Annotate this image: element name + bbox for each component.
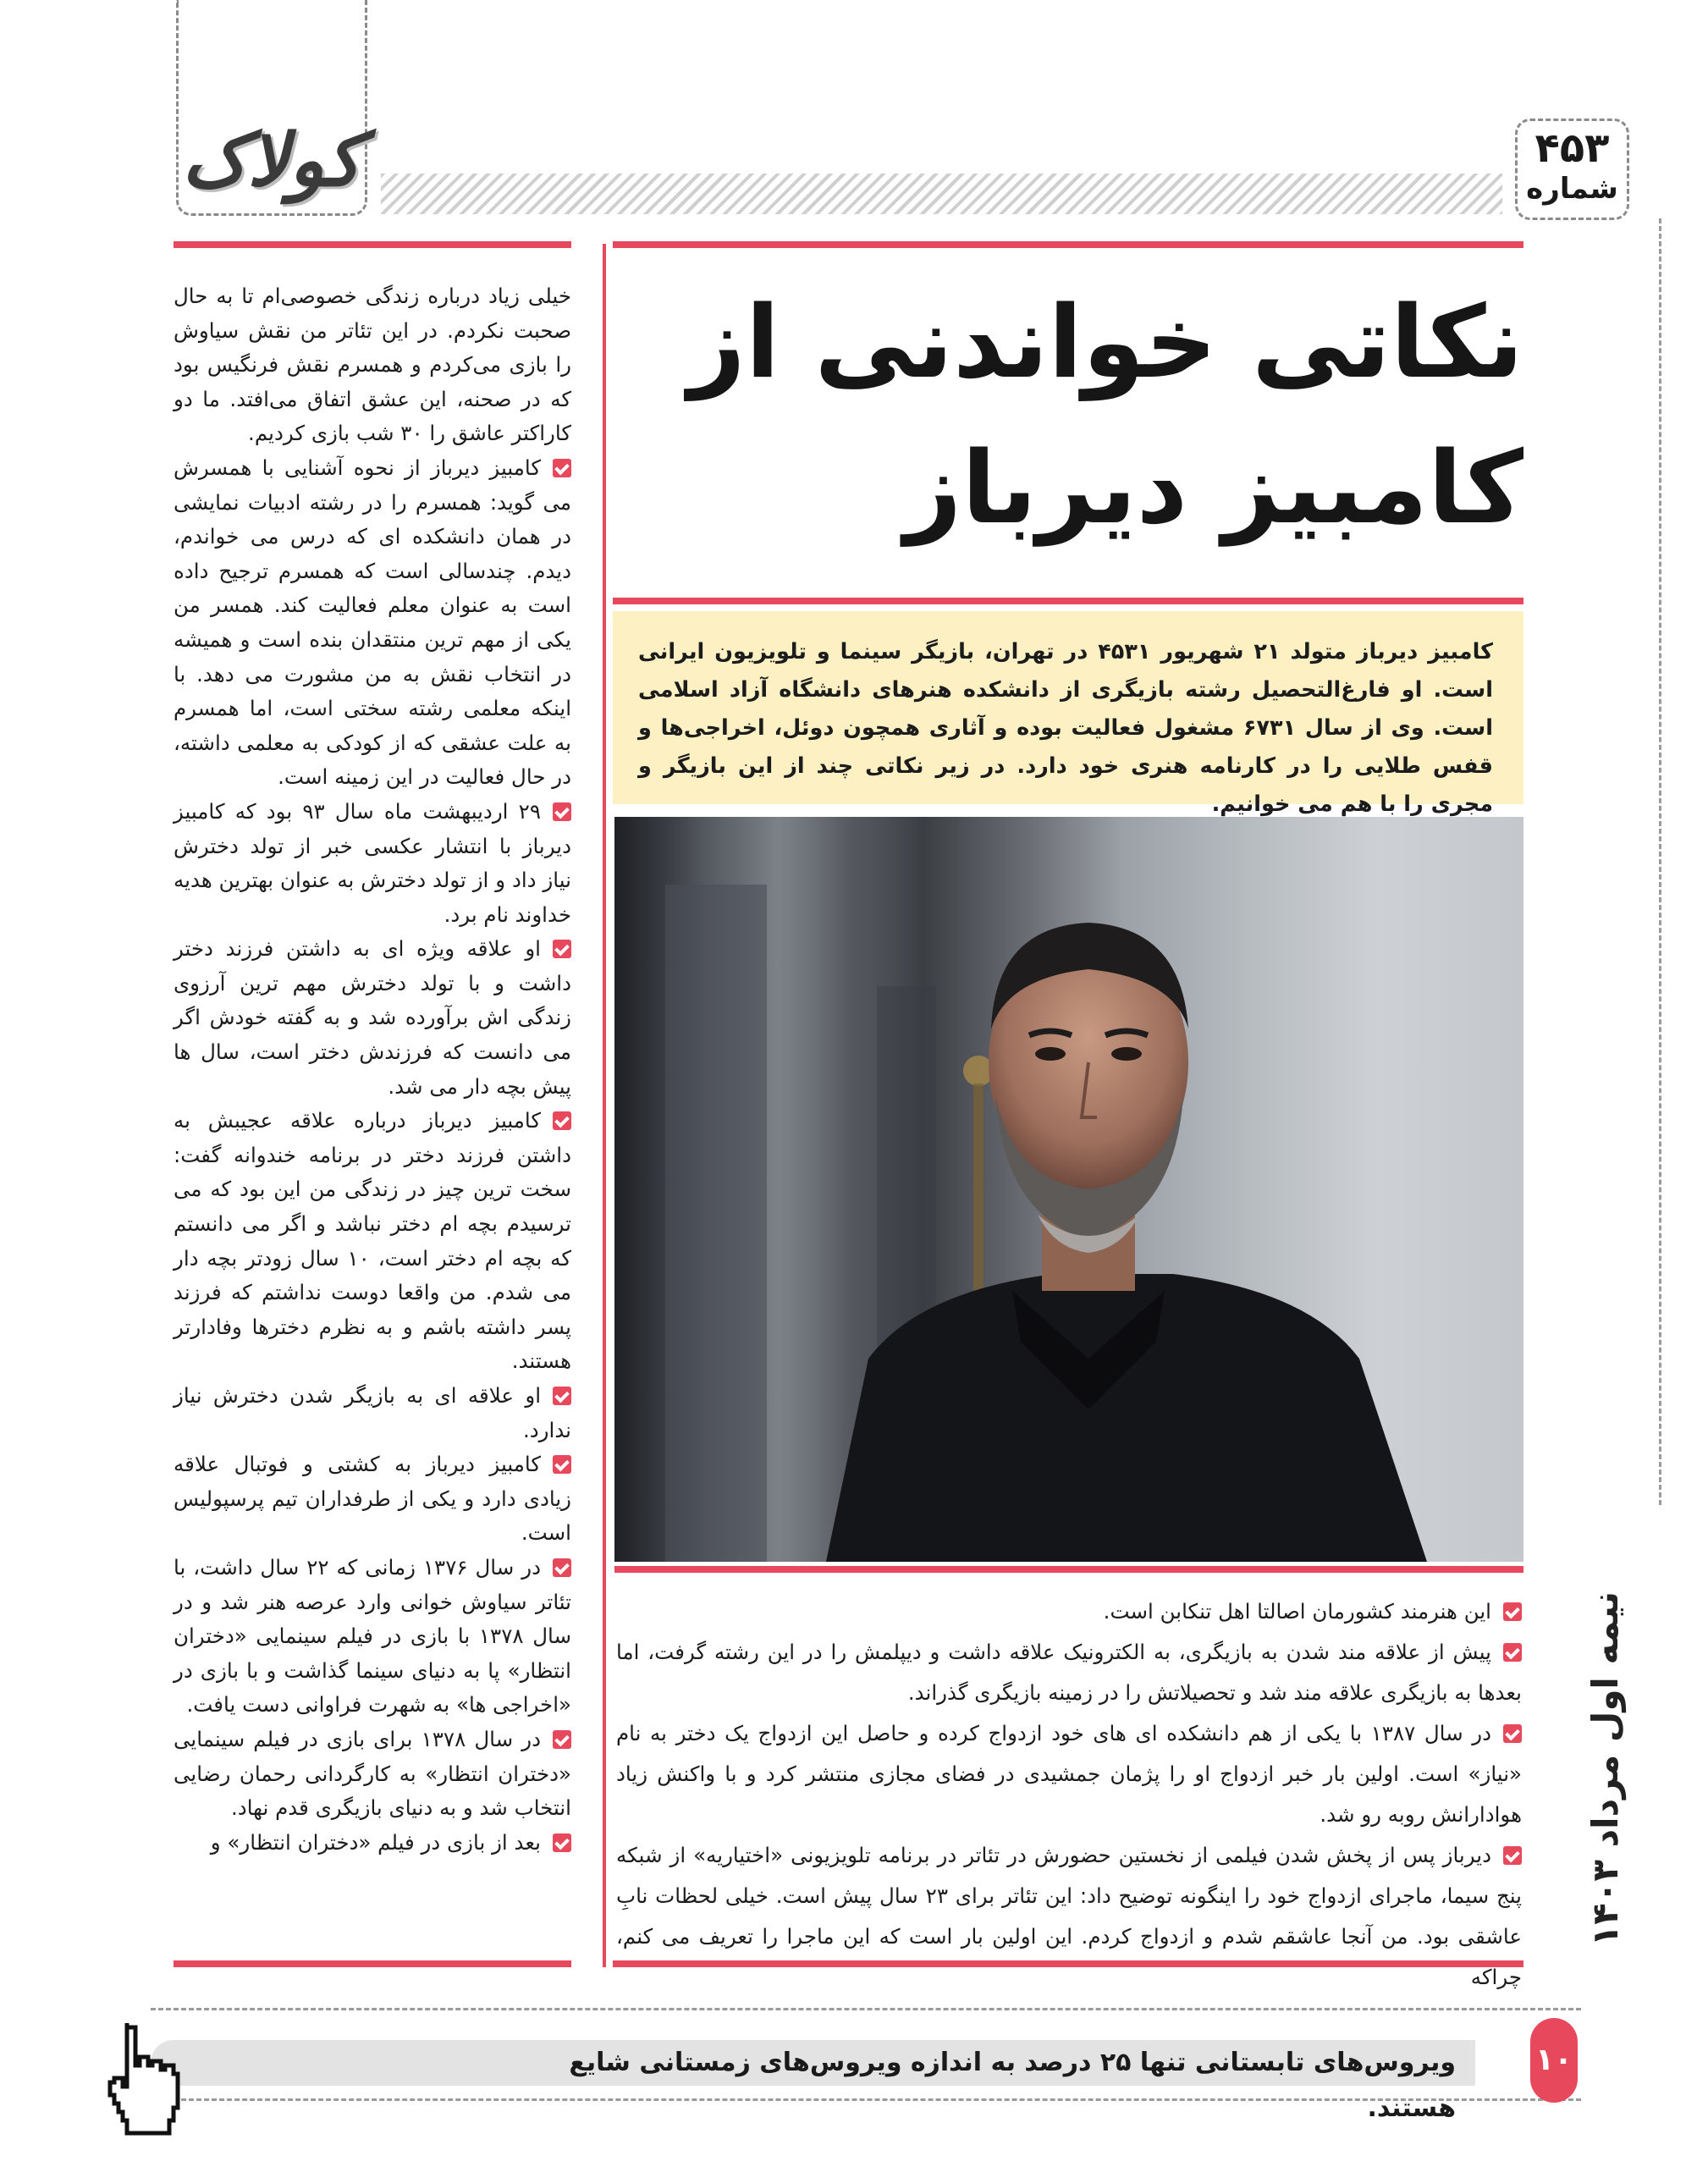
title-line-2: کامبیز دیرباز [904,429,1523,546]
pointer-hand-icon [106,2023,190,2150]
left-text-column [174,279,571,1922]
paragraph: او علاقه ای به بازیگر شدن دخترش نیاز ندارد. [174,1383,571,1442]
footer-fact: ویروس‌های تابستانی تنها ۲۵ درصد به اندازه ویروس‌های زمستانی شایع هستند. [569,2048,1456,2123]
intro-box: کامبیز دیرباز متولد ۲۱ شهریور ۴۵۳۱ در تهران، بازیگر سینما و تلویزیون ایرانی است. او فارغ‌التحصیل رشته بازیگری از دانشکده هنرهای دانشگاه آزاد اسلامی است. وی از سال ۶۷۳۱ مشغول فعالیت بوده و آثاری همچون دوئل، اخراجی‌ها و قفس طلایی را در کارنامه هنری خود دارد. در زیر نکاتی چند از این بازیگر و مجری را با هم می خوانیم. [613,611,1523,804]
paragraph: در سال ۱۳۸۷ با یکی از هم دانشکده ای های خود ازدواج کرده و حاصل این ازدواج یک دختر به نام «نیاز» است. اولین بار خبر ازدواج او را پژمان جمشیدی در فضای مجازی منتشر کرد و با واکنش زیاد هوادارانش روبه رو شد. [616,1721,1522,1827]
paragraph: بعد از بازی در فیلم «دختران انتظار» و [174,1826,571,1861]
column-divider [603,244,606,1967]
issue-badge [1515,119,1629,220]
lower-text-column [616,1591,1522,1989]
photo-bottom-rule [614,1566,1523,1573]
paragraph: کامبیز دیرباز از نحوه آشنایی با همسرش می گوید: همسرم را در رشته ادبیات نمایشی در همان دانشکده ای که درس می خواندم، دیدم. چندسالی است که همسرم ترجیح داده است به عنوان معلم فعالیت کند. همسر من یکی از مهم ترین منتقدان بنده است و همیشه در انتخاب نقش به من مشورت می دهد. با اینکه معلمی رشته سختی است، اما همسرم به علت عشقی که از کودکی به معلمی داشته، در حال فعالیت در این زمینه است. [174,455,571,790]
issue-label: شماره [1526,172,1618,206]
header-band [381,174,1502,214]
title-line-1: نکاتی خواندنی از [687,284,1523,400]
check-bullet-icon [553,1387,571,1405]
check-bullet-icon [553,1833,571,1852]
right-dashed-divider [1659,218,1661,1505]
paragraph: کامبیز دیرباز به کشتی و فوتبال علاقه زیادی دارد و یکی از طرفداران تیم پرسپولیس است. [174,1452,571,1546]
check-bullet-icon [553,1111,571,1130]
paragraph: در سال ۱۳۷۶ زمانی که ۲۲ سال داشت، با تئاتر سیاوش خوانی وارد عرصه هنر شد و در سال ۱۳۷۸ با بازی در فیلم سینمایی «دختران انتظار» پا به دنیای سینما گذاشت و با بازی در «اخراجی ها» به شهرت فراوانی دست یافت. [174,1554,571,1718]
left-top-rule [174,241,571,248]
check-bullet-icon [553,459,571,477]
paragraph: دیرباز پس از پخش شدن فیلمی از نخستین حضورش در تئاتر در برنامه تلویزیونی «اختیاریه» از شبکه پنج سیما، ماجرای ازدواج خود را اینگونه توضیح داد: این تئاتر برای ۲۳ سال پیش است. خیلی لحظات نابِ عاشقی بود. من آنجا عاشقم شدم و ازدواج کردم. این اولین بار است که این ماجرا را تعریف می کنم، چراکه [616,1843,1522,1989]
article-title [626,269,1523,599]
magazine-logo [176,0,367,216]
check-bullet-icon [553,1455,571,1474]
check-bullet-icon [553,940,571,958]
title-top-rule [613,241,1523,248]
logo-text: کولاک [182,119,361,203]
check-bullet-icon [1503,1724,1522,1743]
paragraph: او علاقه ویژه ای به داشتن فرزند دختر داشت و با تولد دخترش مهم ترین آرزوی زندگی اش برآورده شد و به گفته خودش اگر می دانست که فرزندش دختر است، سال ها پیش بچه دار می شد. [174,936,571,1099]
check-bullet-icon [553,1558,571,1577]
paragraph: این هنرمند کشورمان اصالتا اهل تنکابن است. [616,1591,1522,1632]
paragraph: در سال ۱۳۷۸ برای بازی در فیلم سینمایی «دختران انتظار» به کارگردانی رحمان رضایی انتخاب شد و به دنیای بازیگری قدم نهاد. [174,1726,571,1821]
paragraph: کامبیز دیرباز درباره علاقه عجیبش به داشتن فرزند دختر در برنامه خندوانه گفت: سخت ترین چیز در زندگی من این بود که می ترسیدم بچه ام دختر نباشد و اگر می دانستم که بچه ام دختر است، ۱۰ سال زودتر بچه دار می شدم. من واقعا دوست نداشتم که فرزند پسر داشته باشم و به نظرم دخترها وفادارتر هستند. [174,1108,571,1374]
check-bullet-icon [1503,1846,1522,1865]
portrait-photo [614,817,1523,1562]
check-bullet-icon [553,1730,571,1749]
portrait-illustration [614,817,1523,1562]
issue-number: ۴۵۳ [1534,124,1610,172]
check-bullet-icon [1503,1643,1522,1662]
page-number: ۱۰ [1530,2018,1578,2103]
paragraph: خیلی زیاد درباره زندگی خصوصی‌ام تا به حال صحبت نکردم. در این تئاتر من نقش سیاوش را بازی می‌کردم و همسرم نقش فرنگیس بود که در صحنه، این عشق اتفاق می‌افتد. ما دو کاراکتر عاشق را ۳۰ شب بازی کردیم. [174,284,571,446]
paragraph: ۲۹ اردیبهشت ماه سال ۹۳ بود که کامبیز دیرباز با انتشار عکسی خبر از تولد دخترش نیاز داد و از تولد دخترش به عنوان بهترین هدیه خداوند نام برد. [174,798,571,927]
paragraph: پیش از علاقه مند شدن به بازیگری، به الکترونیک علاقه داشت و دیپلمش را در این رشته گرفت، اما بعدها به بازیگری علاقه مند شد و تحصیلاتش را در زمینه بازیگری گذراند. [616,1640,1522,1705]
issue-date: نیمه اول مرداد ۱۴۰۳ [1584,1591,1626,1947]
left-bottom-rule [174,1960,571,1967]
check-bullet-icon [553,802,571,821]
check-bullet-icon [1503,1602,1522,1621]
